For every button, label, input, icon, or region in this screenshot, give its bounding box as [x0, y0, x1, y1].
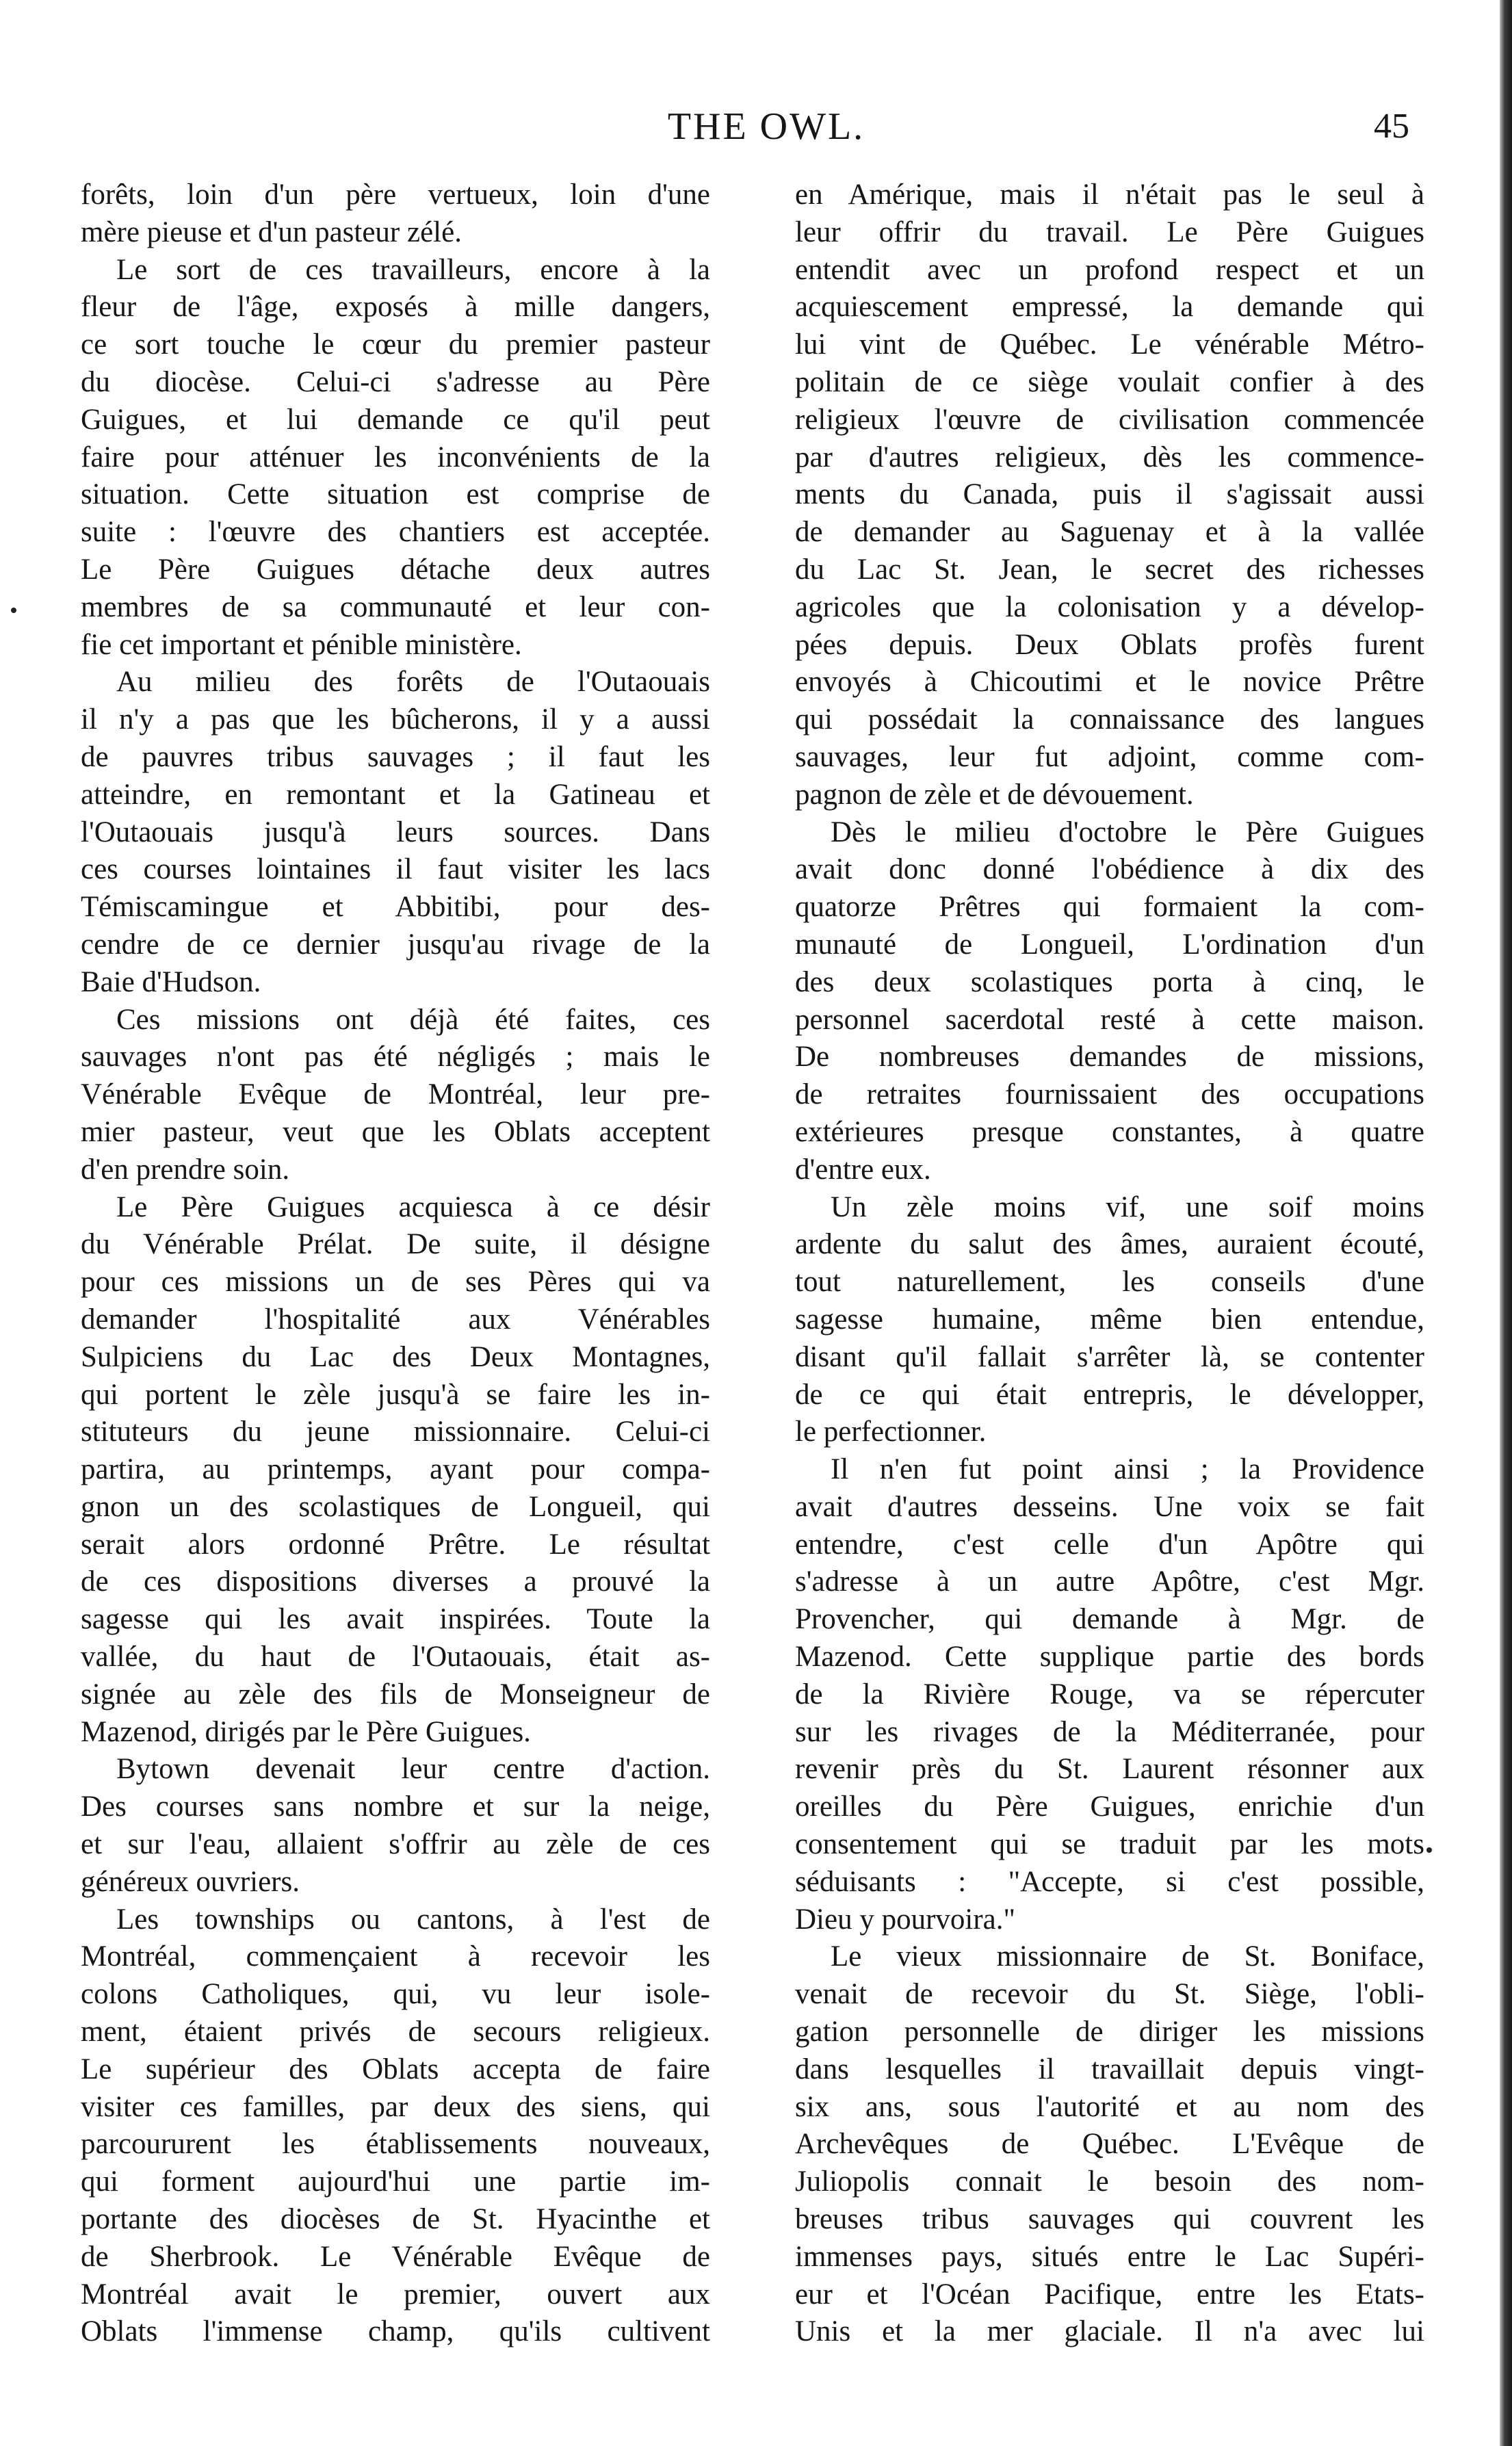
text-line: revenir près du St. Laurent résonner aux — [795, 1753, 1424, 1786]
text-line: de ce qui était entrepris, le développer, — [795, 1378, 1424, 1411]
text-line: ardente du salut des âmes, auraient écouté, — [795, 1228, 1424, 1261]
text-line: pour ces missions un de ses Pères qui va — [81, 1266, 710, 1299]
text-line: Le vieux missionnaire de St. Boniface, — [831, 1940, 1424, 1973]
text-line: portante des diocèses de St. Hyacinthe et — [81, 2203, 710, 2236]
text-line: ments du Canada, puis il s'agissait aussi — [795, 478, 1424, 511]
stray-ink-mark — [11, 608, 16, 613]
text-line: et sur l'eau, allaient s'offrir au zèle de ces — [81, 1828, 710, 1861]
running-head — [0, 96, 1512, 157]
text-line: séduisants : "Accepte, si c'est possible, — [795, 1865, 1424, 1898]
text-line: visiter ces familles, par deux des siens, qui — [81, 2090, 710, 2123]
text-line: stituteurs du jeune missionnaire. Celui-ci — [81, 1416, 710, 1448]
text-line: le perfectionner. — [795, 1416, 987, 1448]
text-line: immenses pays, situés entre le Lac Supéri- — [795, 2240, 1424, 2273]
text-line: acquiescement empressé, la demande qui — [795, 291, 1424, 324]
text-line: faire pour atténuer les inconvénients de la — [81, 441, 710, 473]
text-line: personnel sacerdotal resté à cette maison. — [795, 1003, 1424, 1036]
text-line: parcoururent les établissements nouveaux, — [81, 2128, 710, 2161]
text-line: envoyés à Chicoutimi et le novice Prêtre — [795, 666, 1424, 699]
text-line: dans lesquelles il travaillait depuis vingt- — [795, 2053, 1424, 2085]
text-line: atteindre, en remontant et la Gatineau et — [81, 778, 710, 811]
text-line: qui portent le zèle jusqu'à se faire les in- — [81, 1378, 710, 1411]
text-line: sauvages n'ont pas été négligés ; mais le — [81, 1041, 710, 1074]
text-line: sagesse humaine, même bien entendue, — [795, 1303, 1424, 1336]
text-line: Il n'en fut point ainsi ; la Providence — [831, 1453, 1424, 1486]
text-line: des deux scolastiques porta à cinq, le — [795, 965, 1424, 998]
text-line: Sulpiciens du Lac des Deux Montagnes, — [81, 1340, 710, 1373]
text-line: de ces dispositions diverses a prouvé la — [81, 1565, 710, 1598]
text-line: Unis et la mer glaciale. Il n'a avec lui — [795, 2315, 1424, 2348]
text-line: pées depuis. Deux Oblats profès furent — [795, 628, 1424, 661]
text-line: consentement qui se traduit par les mots — [795, 1828, 1424, 1861]
text-line: Dieu y pourvoira." — [795, 1903, 1016, 1936]
text-line: Le supérieur des Oblats accepta de faire — [81, 2053, 710, 2085]
text-line: munauté de Longueil, L'ordination d'un — [795, 928, 1424, 961]
text-line: Un zèle moins vif, une soif moins — [831, 1191, 1424, 1223]
text-line: avait d'autres desseins. Une voix se fait — [795, 1490, 1424, 1523]
text-line: Mazenod, dirigés par le Père Guigues. — [81, 1715, 531, 1748]
text-line: signée au zèle des fils de Monseigneur de — [81, 1678, 710, 1710]
text-line: disant qu'il fallait s'arrêter là, se contenter — [795, 1340, 1424, 1373]
text-line: qui possédait la connaissance des langues — [795, 703, 1424, 736]
text-line: fleur de l'âge, exposés à mille dangers, — [81, 291, 710, 324]
text-line: Juliopolis connait le besoin des nom- — [795, 2165, 1424, 2198]
right-column — [795, 177, 1424, 2351]
text-line: mier pasteur, veut que les Oblats acceptent — [81, 1115, 710, 1148]
text-line: Bytown devenait leur centre d'action. — [116, 1753, 710, 1786]
text-line: Vénérable Evêque de Montréal, leur pre- — [81, 1078, 710, 1111]
text-line: tout naturellement, les conseils d'une — [795, 1266, 1424, 1299]
text-line: membres de sa communauté et leur con- — [81, 590, 710, 623]
text-line: avait donc donné l'obédience à dix des — [795, 853, 1424, 886]
text-line: partira, au printemps, ayant pour compa- — [81, 1453, 710, 1486]
text-line: pagnon de zèle et de dévouement. — [795, 778, 1194, 811]
text-line: situation. Cette situation est comprise de — [81, 478, 710, 511]
left-column — [81, 177, 710, 2351]
text-line: demander l'hospitalité aux Vénérables — [81, 1303, 710, 1336]
text-line: Guigues, et lui demande ce qu'il peut — [81, 403, 710, 436]
text-line: serait alors ordonné Prêtre. Le résultat — [81, 1528, 710, 1561]
text-line: de retraites fournissaient des occupations — [795, 1078, 1424, 1111]
text-line: leur offrir du travail. Le Père Guigues — [795, 216, 1424, 248]
text-line: suite : l'œuvre des chantiers est acceptée. — [81, 516, 710, 549]
text-line: Provencher, qui demande à Mgr. de — [795, 1603, 1424, 1636]
stray-ink-mark — [1426, 1847, 1432, 1853]
text-line: forêts, loin d'un père vertueux, loin d'une — [81, 179, 710, 211]
text-line: de pauvres tribus sauvages ; il faut les — [81, 740, 710, 773]
text-line: Témiscamingue et Abbitibi, pour des- — [81, 891, 710, 924]
text-line: d'en prendre soin. — [81, 1153, 290, 1186]
text-line: religieux l'œuvre de civilisation commencée — [795, 403, 1424, 436]
text-line: entendre, c'est celle d'un Apôtre qui — [795, 1528, 1424, 1561]
text-line: du Vénérable Prélat. De suite, il désigne — [81, 1228, 710, 1261]
text-line: Le sort de ces travailleurs, encore à la — [116, 253, 710, 286]
text-line: Montréal, commençaient à recevoir les — [81, 1940, 710, 1973]
text-line: de demander au Saguenay et à la vallée — [795, 516, 1424, 549]
text-line: entendit avec un profond respect et un — [795, 253, 1424, 286]
text-line: sur les rivages de la Méditerranée, pour — [795, 1715, 1424, 1748]
running-title: THE OWL. — [667, 105, 865, 148]
text-line: breuses tribus sauvages qui couvrent les — [795, 2203, 1424, 2236]
text-line: quatorze Prêtres qui formaient la com- — [795, 891, 1424, 924]
text-line: colons Catholiques, qui, vu leur isole- — [81, 1978, 710, 2011]
text-line: Montréal avait le premier, ouvert aux — [81, 2278, 710, 2311]
text-line: Ces missions ont déjà été faites, ces — [116, 1003, 710, 1036]
text-line: par d'autres religieux, dès les commence- — [795, 441, 1424, 473]
text-line: agricoles que la colonisation y a dévelop- — [795, 590, 1424, 623]
text-line: lui vint de Québec. Le vénérable Métro- — [795, 328, 1424, 361]
text-line: vallée, du haut de l'Outaouais, était as- — [81, 1641, 710, 1674]
text-line: de la Rivière Rouge, va se répercuter — [795, 1678, 1424, 1710]
text-line: sagesse qui les avait inspirées. Toute la — [81, 1603, 710, 1636]
text-line: Baie d'Hudson. — [81, 965, 261, 998]
text-line: s'adresse à un autre Apôtre, c'est Mgr. — [795, 1565, 1424, 1598]
text-line: Le Père Guigues acquiesca à ce désir — [116, 1191, 710, 1223]
text-line: eur et l'Océan Pacifique, entre les Etats- — [795, 2278, 1424, 2311]
text-line: Dès le milieu d'octobre le Père Guigues — [831, 816, 1424, 848]
text-line: gation personnelle de diriger les missions — [795, 2016, 1424, 2048]
text-line: Au milieu des forêts de l'Outaouais — [116, 666, 710, 699]
text-line: il n'y a pas que les bûcherons, il y a aussi — [81, 703, 710, 736]
text-line: sauvages, leur fut adjoint, comme com- — [795, 740, 1424, 773]
text-line: Archevêques de Québec. L'Evêque de — [795, 2128, 1424, 2161]
text-line: l'Outaouais jusqu'à leurs sources. Dans — [81, 816, 710, 848]
text-line: extérieures presque constantes, à quatre — [795, 1115, 1424, 1148]
text-line: Des courses sans nombre et sur la neige, — [81, 1791, 710, 1823]
text-line: de Sherbrook. Le Vénérable Evêque de — [81, 2240, 710, 2273]
text-line: ment, étaient privés de secours religieux. — [81, 2016, 710, 2048]
text-line: venait de recevoir du St. Siège, l'obli- — [795, 1978, 1424, 2011]
text-line: mère pieuse et d'un pasteur zélé. — [81, 216, 462, 248]
text-line: du Lac St. Jean, le secret des richesses — [795, 553, 1424, 586]
text-line: Les townships ou cantons, à l'est de — [116, 1903, 710, 1936]
text-line: cendre de ce dernier jusqu'au rivage de la — [81, 928, 710, 961]
text-line: généreux ouvriers. — [81, 1865, 300, 1898]
text-line: oreilles du Père Guigues, enrichie d'un — [795, 1791, 1424, 1823]
text-line: qui forment aujourd'hui une partie im- — [81, 2165, 710, 2198]
text-line: Oblats l'immense champ, qu'ils cultivent — [81, 2315, 710, 2348]
text-line: Le Père Guigues détache deux autres — [81, 553, 710, 586]
page-number: 45 — [1374, 107, 1409, 146]
text-line: politain de ce siège voulait confier à des — [795, 365, 1424, 398]
text-line: gnon un des scolastiques de Longueil, qui — [81, 1490, 710, 1523]
text-line: fie cet important et pénible ministère. — [81, 628, 522, 661]
text-line: d'entre eux. — [795, 1153, 931, 1186]
text-line: Mazenod. Cette supplique partie des bords — [795, 1641, 1424, 1674]
text-line: ces courses lointaines il faut visiter les lacs — [81, 853, 710, 886]
text-line: De nombreuses demandes de missions, — [795, 1041, 1424, 1074]
text-line: ce sort touche le cœur du premier pasteur — [81, 328, 710, 361]
text-line: du diocèse. Celui-ci s'adresse au Père — [81, 365, 710, 398]
text-line: en Amérique, mais il n'était pas le seul à — [795, 179, 1424, 211]
page-binding-edge — [1500, 0, 1512, 2446]
text-line: six ans, sous l'autorité et au nom des — [795, 2090, 1424, 2123]
